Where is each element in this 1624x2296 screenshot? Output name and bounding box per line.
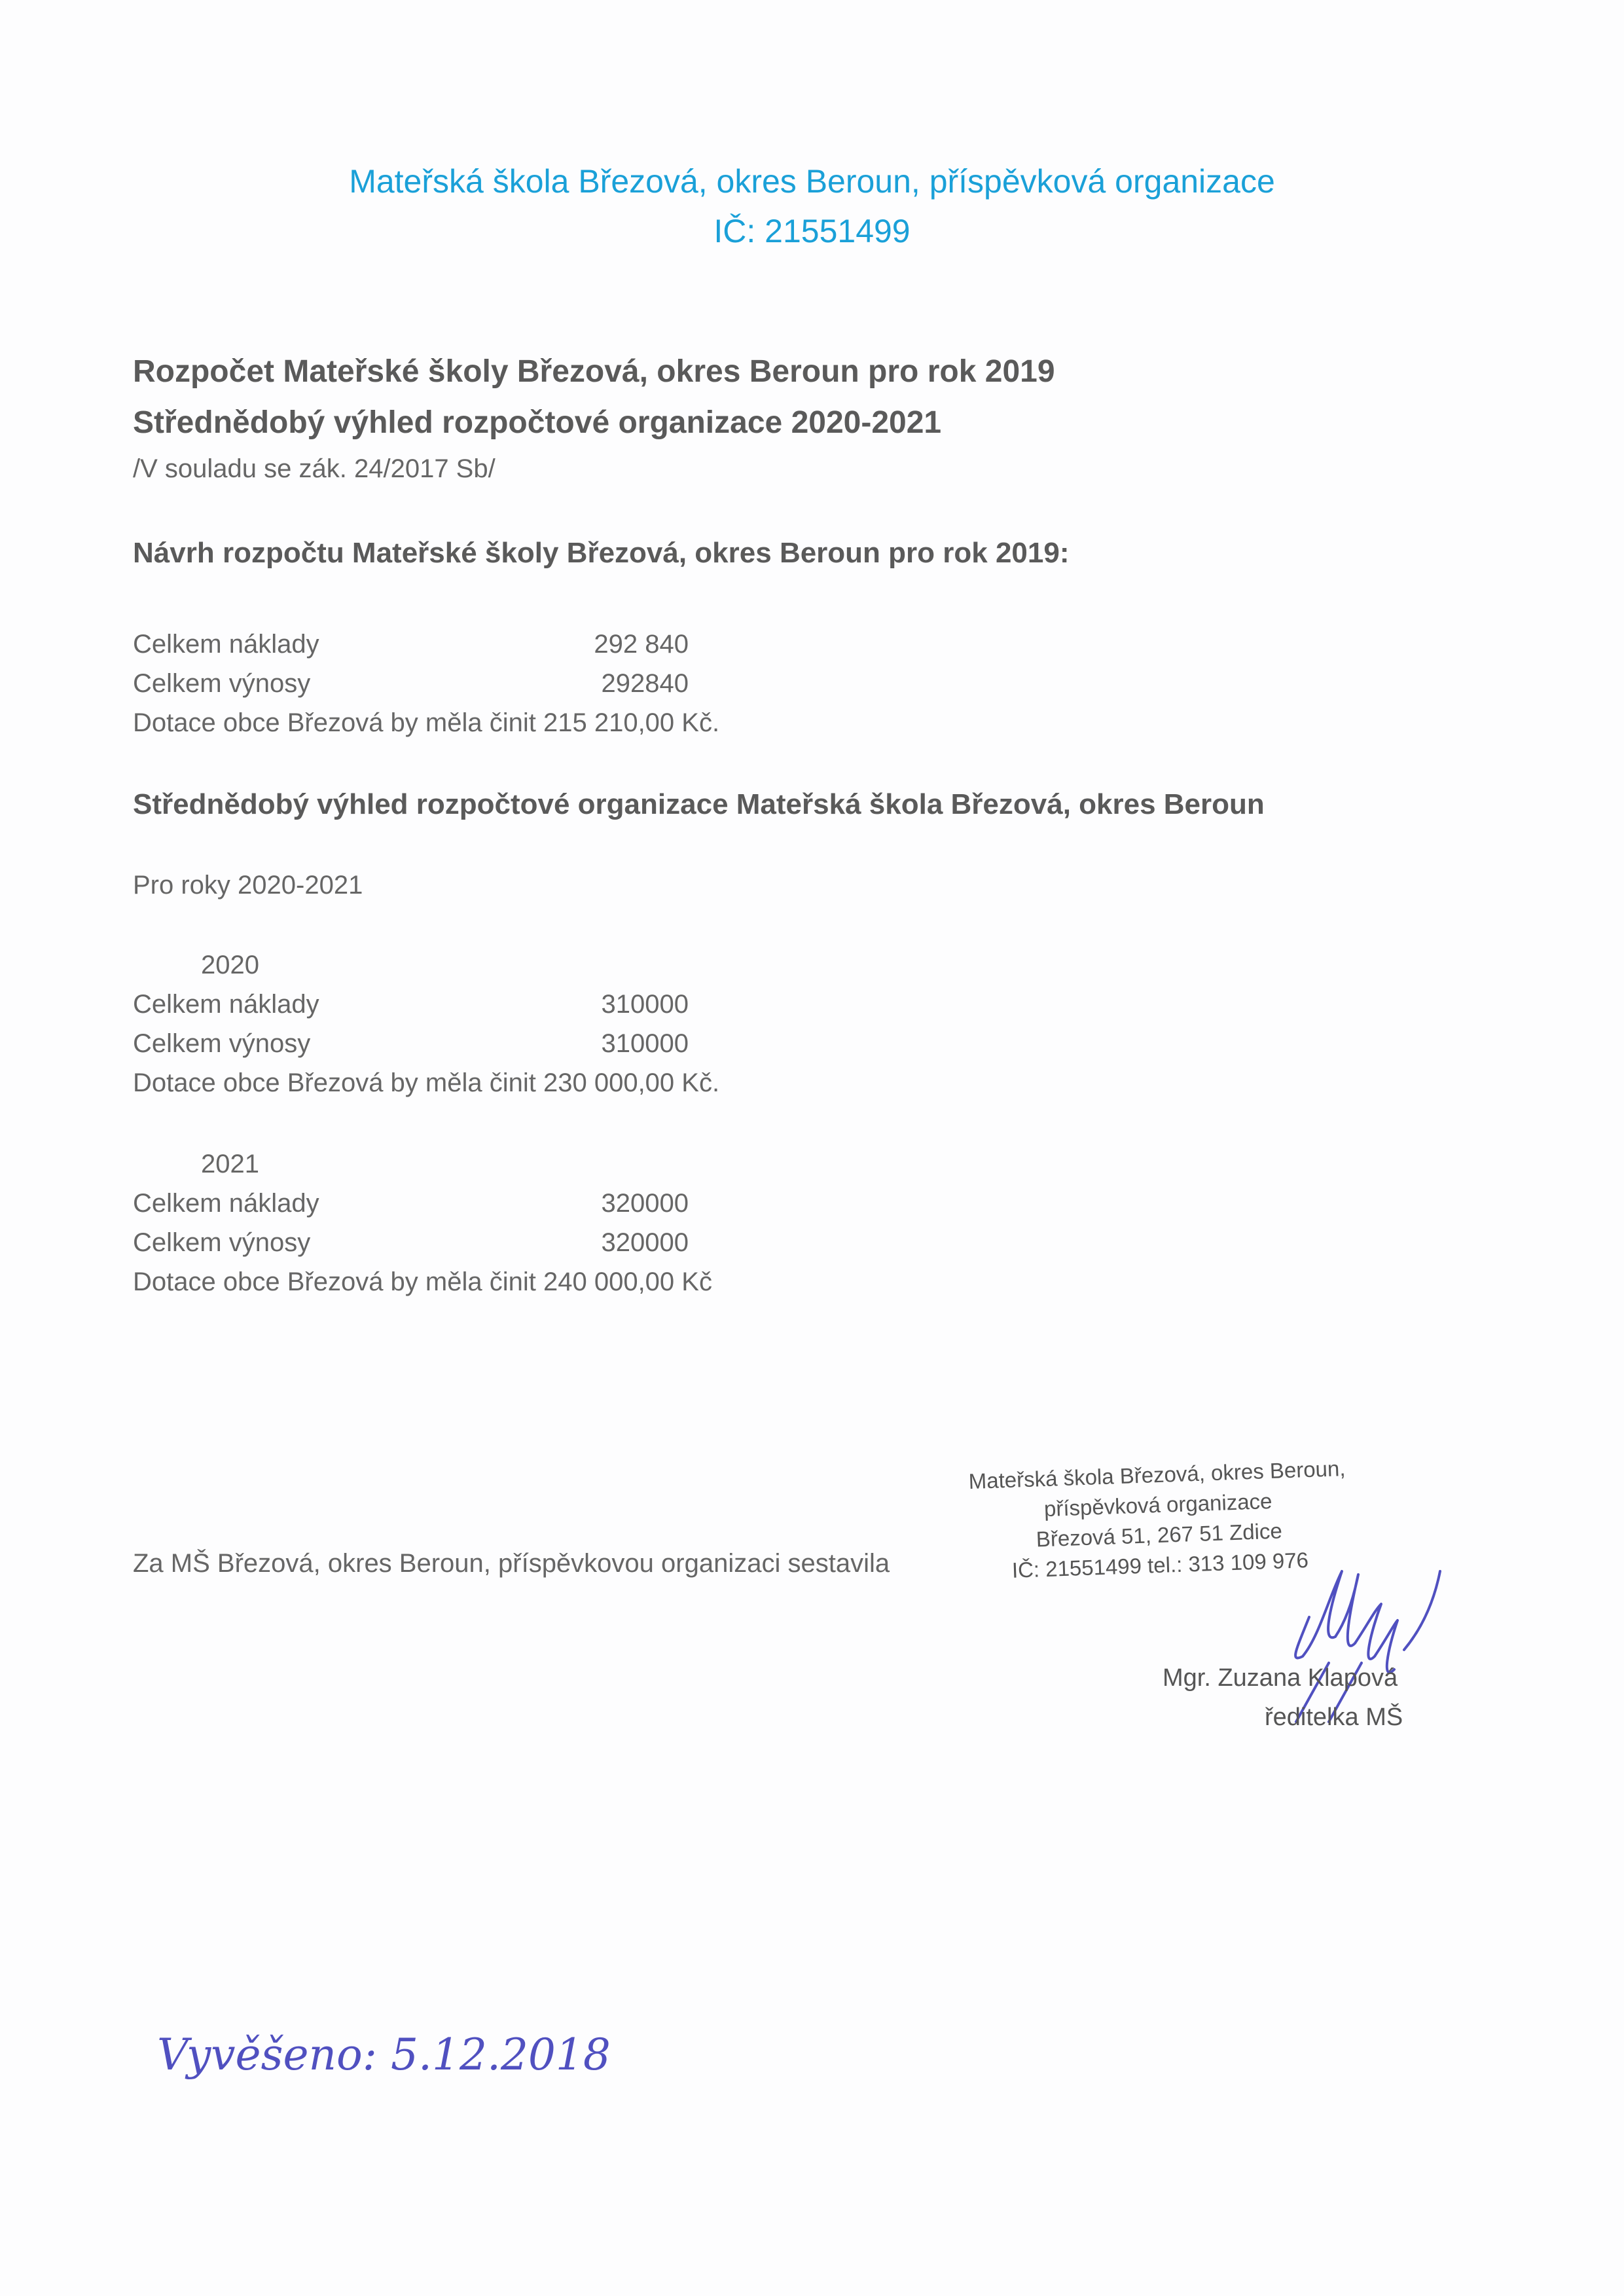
stamp-line: Mateřská škola Březová, okres Beroun, — [968, 1456, 1346, 1494]
outlook-2020-costs-label: Celkem náklady — [133, 990, 319, 1019]
outlook-2021-costs-value: 320000 — [601, 1189, 689, 1218]
outlook-period: Pro roky 2020-2021 — [133, 871, 363, 900]
budget-2019-costs-label: Celkem náklady — [133, 630, 319, 659]
signatory-name: Mgr. Zuzana Klapová — [1163, 1664, 1398, 1692]
letterhead-ico: IČ: 21551499 — [713, 213, 911, 249]
budget-2019-heading: Návrh rozpočtu Mateřské školy Březová, okres Beroun pro rok 2019: — [133, 537, 1070, 569]
stamp-line: IČ: 21551499 tel.: 313 109 976 — [1011, 1548, 1309, 1582]
signatory-role: ředitelka MŠ — [1265, 1704, 1403, 1731]
stamp-line: Březová 51, 267 51 Zdice — [1036, 1518, 1283, 1552]
outlook-2021-revenue-value: 320000 — [601, 1228, 689, 1257]
budget-2019-revenue-label: Celkem výnosy — [133, 669, 311, 698]
signature-icon — [1283, 1558, 1466, 1728]
outlook-2021-subsidy: Dotace obce Březová by měla činit 240 000,00 Kč — [133, 1267, 712, 1296]
document-subtitle: Střednědobý výhled rozpočtové organizace 2020-2021 — [133, 405, 942, 440]
stamp-line: příspěvková organizace — [1043, 1488, 1272, 1522]
outlook-heading: Střednědobý výhled rozpočtové organizace Mateřská škola Březová, okres Beroun — [133, 788, 1265, 820]
outlook-2020-subsidy: Dotace obce Březová by měla činit 230 000,00 Kč. — [133, 1068, 720, 1097]
budget-2019-costs-value: 292 840 — [594, 630, 689, 659]
outlook-2021-revenue-label: Celkem výnosy — [133, 1228, 311, 1257]
budget-2019-subsidy: Dotace obce Březová by měla činit 215 210,00 Kč. — [133, 708, 720, 737]
outlook-2020-revenue-value: 310000 — [601, 1029, 689, 1058]
outlook-2020-revenue-label: Celkem výnosy — [133, 1029, 311, 1058]
letterhead-org-name: Mateřská škola Březová, okres Beroun, příspěvková organizace — [349, 163, 1275, 200]
outlook-2021-costs-label: Celkem náklady — [133, 1189, 319, 1218]
compiled-by: Za MŠ Březová, okres Beroun, příspěvkovou organizaci sestavila — [133, 1549, 890, 1578]
budget-2019-revenue-value: 292840 — [601, 669, 689, 698]
outlook-2020-costs-value: 310000 — [601, 990, 689, 1019]
document-title: Rozpočet Mateřské školy Březová, okres Beroun pro rok 2019 — [133, 354, 1055, 389]
posted-note: Vyvěšeno: 5.12.2018 — [157, 2030, 611, 2080]
outlook-year-2020: 2020 — [201, 951, 259, 979]
law-note: /V souladu se zák. 24/2017 Sb/ — [133, 454, 496, 483]
outlook-year-2021: 2021 — [201, 1150, 259, 1178]
